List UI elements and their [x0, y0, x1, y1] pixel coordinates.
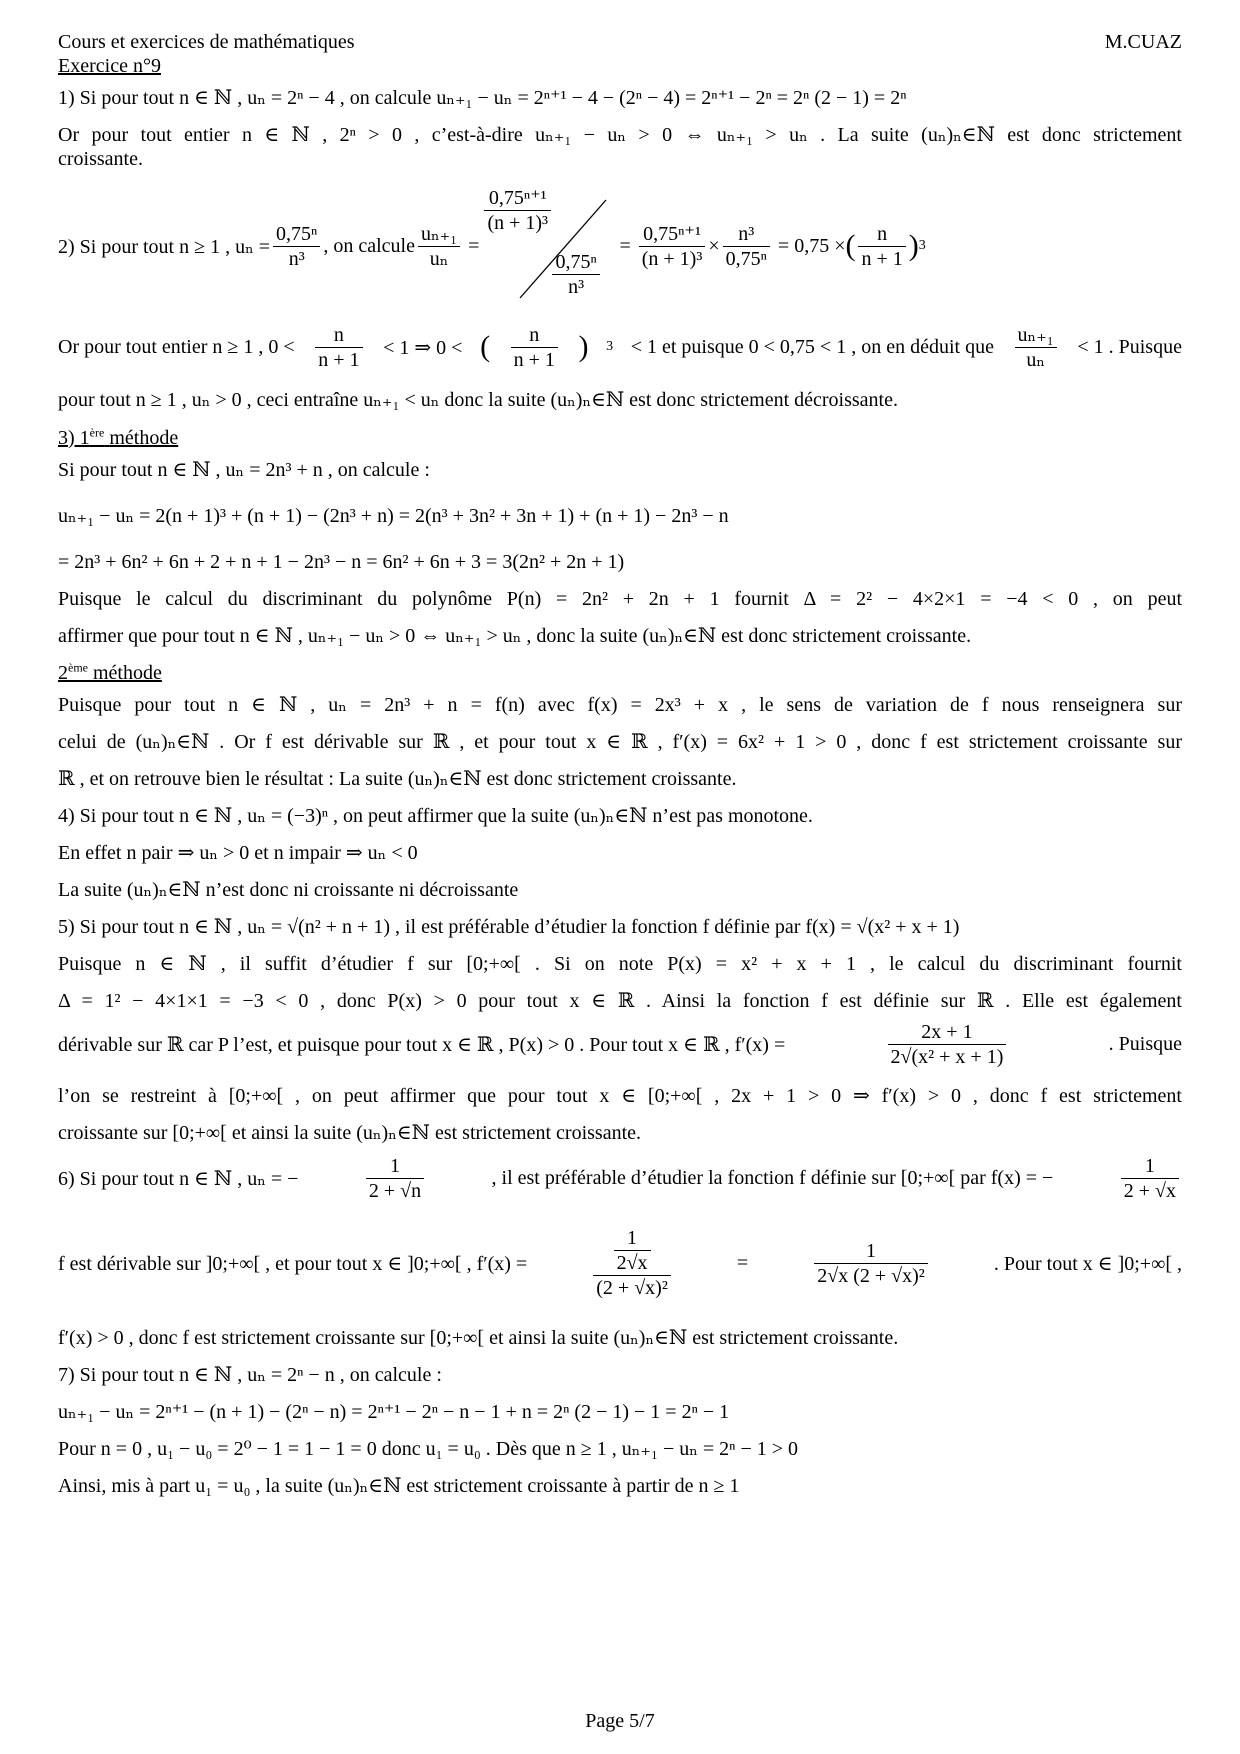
q3-heading-1: 3) 1ère méthode — [58, 425, 179, 449]
q3-line8: ℝ , et on retrouve bien le résultat : La suite (uₙ)ₙ∈ℕ est donc strictement croissante. — [58, 768, 737, 791]
q6-line1: 6) Si pour tout n ∈ ℕ , uₙ = − $\frac{1}{2 + √n}$ , il est préférable d’étudier la fonction f définie sur [0;+∞[ par f(x) = − $\frac{1}{2 + √x}$ — [58, 1151, 1182, 1205]
q5-line3: Δ = 1² − 4×1×1 = −3 < 0 , donc P(x) > 0 pour tout x ∈ ℝ . Ainsi la fonction f est définie sur ℝ . Elle est également — [58, 990, 1182, 1013]
q4-line1: 4) Si pour tout n ∈ ℕ , uₙ = (−3)ⁿ , on peut affirmer que la suite (uₙ)ₙ∈ℕ n’est pas monotone. — [58, 805, 813, 828]
q1-line3: croissante. — [58, 148, 143, 170]
q1-line1: 1) Si pour tout n ∈ ℕ , uₙ = 2ⁿ − 4 , on calcule uₙ₊₁ − uₙ = 2ⁿ⁺¹ − 4 − (2ⁿ − 4) = 2ⁿ⁺¹ − 2ⁿ = 2ⁿ (2 − 1) = 2ⁿ — [58, 87, 907, 109]
q2-mid: , on calcule — [323, 234, 415, 257]
q6-nested-frac: $\frac{\frac{1}{2√x}}{\text{(2 + √x)²}}$ — [593, 1226, 671, 1300]
header-author: M.CUAZ — [1104, 31, 1182, 53]
q5-line2: Puisque n ∈ ℕ , il suffit d’étudier f sur [0;+∞[ . Si on note P(x) = x² + x + 1 , le calcul du discriminant fournit — [58, 953, 1182, 976]
q6-line3: f′(x) > 0 , donc f est strictement croissante sur [0;+∞[ et ainsi la suite (uₙ)ₙ∈ℕ est strictement croissante. — [58, 1327, 899, 1350]
q2-line2: Or pour tout entier n ≥ 1 , 0 < $\frac{n}{n + 1}$ < 1 ⇒ 0 < ( $\frac{n}{n + 1}$ ) 3 < 1 et puisque 0 < 0,75 < 1 , on en déduit que $\frac{\text{uₙ₊₁}}{\text{uₙ}}$ < 1 . Puisque — [58, 323, 1182, 371]
q3-line1: Si pour tout n ∈ ℕ , uₙ = 2n³ + n , on calcule : — [58, 458, 430, 481]
q7-line4: Ainsi, mis à part u₁ = u₀ , la suite (uₙ)ₙ∈ℕ est strictement croissante à partir de n ≥ 1 — [58, 1475, 740, 1498]
q5-line1: 5) Si pour tout n ∈ ℕ , uₙ = √(n² + n + 1) , il est préférable d’étudier la fonction f définie par f(x) = √(x² + x + 1) — [58, 916, 960, 939]
page-number: Page 5/7 — [585, 1710, 655, 1732]
q3-line2: uₙ₊₁ − uₙ = 2(n + 1)³ + (n + 1) − (2n³ + n) = 2(n³ + 3n² + 3n + 1) + (n + 1) − 2n³ − n — [58, 504, 729, 527]
q2-prefix: 2) Si pour tout n ≥ 1 , uₙ = — [58, 235, 271, 258]
q2-frac-c: $\frac{n}{n + 1}$ — [858, 222, 905, 271]
q5-line6: croissante sur [0;+∞[ et ainsi la suite (uₙ)ₙ∈ℕ est strictement croissante. — [58, 1122, 641, 1145]
q7-line1: 7) Si pour tout n ∈ ℕ , uₙ = 2ⁿ − n , on calcule : — [58, 1364, 442, 1387]
q5-line4: dérivable sur ℝ car P l’est, et puisque pour tout x ∈ ℝ , P(x) > 0 . Pour tout x ∈ ℝ , f′(x) = $\frac{2x + 1}{\text{2√(x² + x + 1)}}$ . Puisque — [58, 1020, 1182, 1068]
q3-line5: affirmer que pour tout n ∈ ℕ , uₙ₊₁ − uₙ > 0 ⇔ uₙ₊₁ > uₙ , donc la suite (uₙ)ₙ∈ℕ est donc strictement croissante. — [58, 624, 972, 647]
q3-line4: Puisque le calcul du discriminant du polynôme P(n) = 2n² + 2n + 1 fournit Δ = 2² − 4×2×1 = −4 < 0 , on peut — [58, 587, 1182, 610]
exercise-title: Exercice n°9 — [58, 55, 161, 77]
q2-slashed-fraction: $\frac{\text{0,75ⁿ⁺¹}}{\text{(n + 1)³}}$ $\frac{\text{0,75ⁿ}}{\text{n³}}$ — [484, 186, 614, 306]
q7-line3: Pour n = 0 , u₁ − u₀ = 2⁰ − 1 = 1 − 1 = 0 donc u₁ = u₀ . Dès que n ≥ 1 , uₙ₊₁ − uₙ = 2ⁿ − 1 > 0 — [58, 1438, 799, 1461]
q3-line6: Puisque pour tout n ∈ ℕ , uₙ = 2n³ + n = f(n) avec f(x) = 2x³ + x , le sens de variation de f nous renseignera sur — [58, 694, 1182, 717]
q3-line7: celui de (uₙ)ₙ∈ℕ . Or f est dérivable sur ℝ , et pour tout x ∈ ℝ , f′(x) = 6x² + 1 > 0 , donc f est strictement croissante sur — [58, 731, 1182, 754]
q2-frac-un: $\frac{\text{0,75ⁿ}}{\text{n³}}$ — [273, 222, 320, 271]
q2-line3: pour tout n ≥ 1 , uₙ > 0 , ceci entraîne uₙ₊₁ < uₙ donc la suite (uₙ)ₙ∈ℕ est donc strictement décroissante. — [58, 389, 898, 411]
document-page — [58, 30, 1182, 1498]
q3-line3: = 2n³ + 6n² + 6n + 2 + n + 1 − 2n³ − n = 6n² + 6n + 3 = 3(2n² + 2n + 1) — [58, 550, 625, 573]
q6-line2: f est dérivable sur ]0;+∞[ , et pour tout x ∈ ]0;+∞[ , f′(x) = $\frac{\frac{1}{2√x}}{\text{(2 + √x)²}}$ = $\frac{1}{\text{2√x (2 + √x)²}}$ . Pour tout x ∈ ]0;+∞[ , — [58, 1227, 1182, 1300]
q2-equation: 2) Si pour tout n ≥ 1 , uₙ = $\frac{\text{0,75ⁿ}}{\text{n³}}$ , on calcule $\frac{\text{uₙ₊₁}}{\text{uₙ}}$ = $\frac{\text{0,75ⁿ⁺¹}}{\text{(n + 1)³}}$ $\frac{\text{0,75ⁿ}}{\text{n³}}$ = $\frac{\text{0,75ⁿ⁺¹}}{\text{(n + 1)³}}$ × $\frac{\text{n³}}{\text{0,75ⁿ}}$ = 0,75 × ( $\frac{n}{n + 1}$ ) 3 — [58, 185, 1182, 307]
q3-heading-2: 2ème méthode — [58, 660, 162, 685]
q4-line3: La suite (uₙ)ₙ∈ℕ n’est donc ni croissante ni décroissante — [58, 879, 519, 902]
q2-frac-b: $\frac{\text{n³}}{\text{0,75ⁿ}}$ — [723, 222, 770, 271]
header-course: Cours et exercices de mathématiques — [58, 31, 355, 53]
q5-line5: l’on se restreint à [0;+∞[ , on peut affirmer que pour tout x ∈ [0;+∞[ , 2x + 1 > 0 ⇒ f′(x) > 0 , donc f est strictement — [58, 1085, 1182, 1108]
page-header — [58, 30, 1182, 54]
q2-frac-a: $\frac{\text{0,75ⁿ⁺¹}}{\text{(n + 1)³}}$ — [639, 222, 706, 271]
q4-line2: En effet n pair ⇒ uₙ > 0 et n impair ⇒ uₙ < 0 — [58, 842, 418, 865]
q1-line2: Or pour tout entier n ∈ ℕ , 2ⁿ > 0 , c’est-à-dire uₙ₊₁ − uₙ > 0 ⇔ uₙ₊₁ > uₙ . La suite (uₙ)ₙ∈ℕ est donc strictement — [58, 124, 1182, 146]
q2-frac-ratio: $\frac{\text{uₙ₊₁}}{\text{uₙ}}$ — [418, 222, 460, 271]
q7-line2: uₙ₊₁ − uₙ = 2ⁿ⁺¹ − (n + 1) − (2ⁿ − n) = 2ⁿ⁺¹ − 2ⁿ − n − 1 + n = 2ⁿ (2 − 1) − 1 = 2ⁿ − 1 — [58, 1401, 730, 1424]
